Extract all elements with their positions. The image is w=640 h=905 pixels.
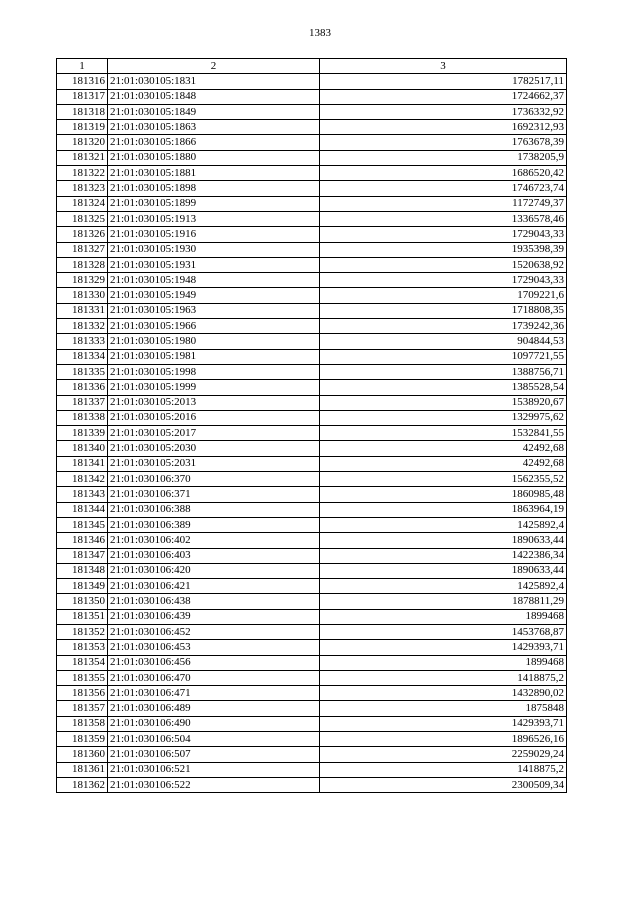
cadastral-number-cell: 21:01:030105:1980 — [108, 334, 320, 349]
table-row — [57, 640, 567, 655]
data-table — [56, 58, 567, 793]
cadastral-number-cell: 21:01:030105:1999 — [108, 380, 320, 395]
row-number-cell: 181331 — [57, 303, 108, 318]
row-number-cell: 181362 — [57, 777, 108, 792]
value-cell: 1336578,46 — [320, 211, 567, 226]
cadastral-number-cell: 21:01:030105:2031 — [108, 456, 320, 471]
row-number-cell: 181324 — [57, 196, 108, 211]
value-cell: 1890633,44 — [320, 533, 567, 548]
value-cell: 1422386,34 — [320, 548, 567, 563]
value-cell: 1329975,62 — [320, 410, 567, 425]
value-cell: 1736332,92 — [320, 104, 567, 119]
row-number-cell: 181341 — [57, 456, 108, 471]
value-cell: 1692312,93 — [320, 120, 567, 135]
value-cell: 1429393,71 — [320, 640, 567, 655]
cadastral-number-cell: 21:01:030106:521 — [108, 762, 320, 777]
cadastral-number-cell: 21:01:030105:1963 — [108, 303, 320, 318]
row-number-cell: 181322 — [57, 166, 108, 181]
table-row — [57, 364, 567, 379]
table-row — [57, 533, 567, 548]
row-number-cell: 181327 — [57, 242, 108, 257]
table-row — [57, 74, 567, 89]
table-body — [57, 74, 567, 793]
cadastral-number-cell: 21:01:030106:438 — [108, 594, 320, 609]
cadastral-number-cell: 21:01:030106:370 — [108, 472, 320, 487]
cadastral-number-cell: 21:01:030105:1863 — [108, 120, 320, 135]
table-row — [57, 732, 567, 747]
row-number-cell: 181358 — [57, 716, 108, 731]
value-cell: 1538920,67 — [320, 395, 567, 410]
table-row — [57, 89, 567, 104]
row-number-cell: 181352 — [57, 624, 108, 639]
cadastral-number-cell: 21:01:030106:389 — [108, 517, 320, 532]
table-row — [57, 670, 567, 685]
table-row — [57, 441, 567, 456]
cadastral-number-cell: 21:01:030106:456 — [108, 655, 320, 670]
table-row — [57, 579, 567, 594]
table-row — [57, 227, 567, 242]
table-row — [57, 655, 567, 670]
cadastral-number-cell: 21:01:030105:1916 — [108, 227, 320, 242]
table-row — [57, 334, 567, 349]
column-header-3: 3 — [320, 59, 567, 74]
row-number-cell: 181343 — [57, 487, 108, 502]
row-number-cell: 181347 — [57, 548, 108, 563]
cadastral-number-cell: 21:01:030105:1831 — [108, 74, 320, 89]
cadastral-number-cell: 21:01:030105:1998 — [108, 364, 320, 379]
table-row — [57, 762, 567, 777]
row-number-cell: 181317 — [57, 89, 108, 104]
value-cell: 1418875,2 — [320, 670, 567, 685]
row-number-cell: 181318 — [57, 104, 108, 119]
cadastral-number-cell: 21:01:030105:2013 — [108, 395, 320, 410]
value-cell: 2300509,34 — [320, 777, 567, 792]
row-number-cell: 181316 — [57, 74, 108, 89]
row-number-cell: 181326 — [57, 227, 108, 242]
cadastral-number-cell: 21:01:030105:1913 — [108, 211, 320, 226]
row-number-cell: 181360 — [57, 747, 108, 762]
table-row — [57, 517, 567, 532]
cadastral-number-cell: 21:01:030106:522 — [108, 777, 320, 792]
cadastral-number-cell: 21:01:030105:1930 — [108, 242, 320, 257]
cadastral-number-cell: 21:01:030106:402 — [108, 533, 320, 548]
cadastral-number-cell: 21:01:030106:489 — [108, 701, 320, 716]
table-row — [57, 135, 567, 150]
cadastral-number-cell: 21:01:030106:421 — [108, 579, 320, 594]
value-cell: 1860985,48 — [320, 487, 567, 502]
row-number-cell: 181333 — [57, 334, 108, 349]
cadastral-number-cell: 21:01:030106:453 — [108, 640, 320, 655]
table-row — [57, 303, 567, 318]
table-row — [57, 257, 567, 272]
value-cell: 1172749,37 — [320, 196, 567, 211]
row-number-cell: 181325 — [57, 211, 108, 226]
value-cell: 1532841,55 — [320, 426, 567, 441]
row-number-cell: 181337 — [57, 395, 108, 410]
value-cell: 1935398,39 — [320, 242, 567, 257]
value-cell: 1878811,29 — [320, 594, 567, 609]
table-row — [57, 777, 567, 792]
row-number-cell: 181350 — [57, 594, 108, 609]
column-header-2: 2 — [108, 59, 320, 74]
value-cell: 904844,53 — [320, 334, 567, 349]
table-row — [57, 319, 567, 334]
row-number-cell: 181345 — [57, 517, 108, 532]
row-number-cell: 181349 — [57, 579, 108, 594]
table-row — [57, 456, 567, 471]
cadastral-number-cell: 21:01:030106:470 — [108, 670, 320, 685]
table-row — [57, 395, 567, 410]
table-row — [57, 716, 567, 731]
cadastral-number-cell: 21:01:030105:1949 — [108, 288, 320, 303]
column-header-1: 1 — [57, 59, 108, 74]
cadastral-number-cell: 21:01:030105:2017 — [108, 426, 320, 441]
value-cell: 1724662,37 — [320, 89, 567, 104]
table-row — [57, 701, 567, 716]
table-row — [57, 349, 567, 364]
cadastral-number-cell: 21:01:030105:1981 — [108, 349, 320, 364]
table-header-row — [57, 59, 567, 74]
table-row — [57, 196, 567, 211]
row-number-cell: 181321 — [57, 150, 108, 165]
table-row — [57, 104, 567, 119]
cadastral-number-cell: 21:01:030106:471 — [108, 686, 320, 701]
table-row — [57, 472, 567, 487]
cadastral-number-cell: 21:01:030106:507 — [108, 747, 320, 762]
row-number-cell: 181361 — [57, 762, 108, 777]
value-cell: 42492,68 — [320, 456, 567, 471]
value-cell: 42492,68 — [320, 441, 567, 456]
row-number-cell: 181329 — [57, 273, 108, 288]
row-number-cell: 181338 — [57, 410, 108, 425]
row-number-cell: 181348 — [57, 563, 108, 578]
row-number-cell: 181355 — [57, 670, 108, 685]
value-cell: 1746723,74 — [320, 181, 567, 196]
value-cell: 1385528,54 — [320, 380, 567, 395]
value-cell: 1388756,71 — [320, 364, 567, 379]
value-cell: 1453768,87 — [320, 624, 567, 639]
value-cell: 1899468 — [320, 609, 567, 624]
cadastral-number-cell: 21:01:030105:1966 — [108, 319, 320, 334]
cadastral-number-cell: 21:01:030106:388 — [108, 502, 320, 517]
table-row — [57, 150, 567, 165]
cadastral-number-cell: 21:01:030105:1848 — [108, 89, 320, 104]
table-row — [57, 594, 567, 609]
value-cell: 1097721,55 — [320, 349, 567, 364]
value-cell: 1418875,2 — [320, 762, 567, 777]
cadastral-number-cell: 21:01:030105:1849 — [108, 104, 320, 119]
value-cell: 1763678,39 — [320, 135, 567, 150]
table-row — [57, 426, 567, 441]
row-number-cell: 181323 — [57, 181, 108, 196]
table-row — [57, 120, 567, 135]
cadastral-number-cell: 21:01:030105:1948 — [108, 273, 320, 288]
cadastral-number-cell: 21:01:030105:1880 — [108, 150, 320, 165]
cadastral-number-cell: 21:01:030105:2016 — [108, 410, 320, 425]
table-row — [57, 563, 567, 578]
value-cell: 1899468 — [320, 655, 567, 670]
row-number-cell: 181356 — [57, 686, 108, 701]
value-cell: 1890633,44 — [320, 563, 567, 578]
table-row — [57, 273, 567, 288]
row-number-cell: 181357 — [57, 701, 108, 716]
value-cell: 1425892,4 — [320, 517, 567, 532]
row-number-cell: 181336 — [57, 380, 108, 395]
value-cell: 1686520,42 — [320, 166, 567, 181]
cadastral-number-cell: 21:01:030106:439 — [108, 609, 320, 624]
row-number-cell: 181354 — [57, 655, 108, 670]
cadastral-number-cell: 21:01:030106:504 — [108, 732, 320, 747]
row-number-cell: 181346 — [57, 533, 108, 548]
value-cell: 1863964,19 — [320, 502, 567, 517]
cadastral-number-cell: 21:01:030105:2030 — [108, 441, 320, 456]
cadastral-number-cell: 21:01:030105:1866 — [108, 135, 320, 150]
table-row — [57, 181, 567, 196]
value-cell: 1896526,16 — [320, 732, 567, 747]
value-cell: 1738205,9 — [320, 150, 567, 165]
value-cell: 1432890,02 — [320, 686, 567, 701]
row-number-cell: 181335 — [57, 364, 108, 379]
table-row — [57, 624, 567, 639]
value-cell: 1782517,11 — [320, 74, 567, 89]
cadastral-number-cell: 21:01:030106:420 — [108, 563, 320, 578]
value-cell: 1429393,71 — [320, 716, 567, 731]
value-cell: 1562355,52 — [320, 472, 567, 487]
table-row — [57, 747, 567, 762]
row-number-cell: 181342 — [57, 472, 108, 487]
value-cell: 2259029,24 — [320, 747, 567, 762]
cadastral-number-cell: 21:01:030105:1931 — [108, 257, 320, 272]
table-row — [57, 548, 567, 563]
row-number-cell: 181319 — [57, 120, 108, 135]
row-number-cell: 181340 — [57, 441, 108, 456]
row-number-cell: 181344 — [57, 502, 108, 517]
value-cell: 1718808,35 — [320, 303, 567, 318]
value-cell: 1729043,33 — [320, 227, 567, 242]
value-cell: 1875848 — [320, 701, 567, 716]
row-number-cell: 181330 — [57, 288, 108, 303]
row-number-cell: 181359 — [57, 732, 108, 747]
row-number-cell: 181339 — [57, 426, 108, 441]
table-row — [57, 211, 567, 226]
value-cell: 1729043,33 — [320, 273, 567, 288]
row-number-cell: 181328 — [57, 257, 108, 272]
row-number-cell: 181353 — [57, 640, 108, 655]
value-cell: 1425892,4 — [320, 579, 567, 594]
cadastral-number-cell: 21:01:030106:371 — [108, 487, 320, 502]
cadastral-number-cell: 21:01:030106:452 — [108, 624, 320, 639]
table-row — [57, 288, 567, 303]
page-number: 1383 — [309, 27, 331, 39]
table-row — [57, 502, 567, 517]
cadastral-number-cell: 21:01:030106:403 — [108, 548, 320, 563]
table-row — [57, 609, 567, 624]
row-number-cell: 181351 — [57, 609, 108, 624]
table-row — [57, 410, 567, 425]
value-cell: 1709221,6 — [320, 288, 567, 303]
table-row — [57, 686, 567, 701]
row-number-cell: 181320 — [57, 135, 108, 150]
cadastral-number-cell: 21:01:030105:1899 — [108, 196, 320, 211]
table-row — [57, 487, 567, 502]
cadastral-number-cell: 21:01:030105:1881 — [108, 166, 320, 181]
table-row — [57, 380, 567, 395]
cadastral-number-cell: 21:01:030105:1898 — [108, 181, 320, 196]
value-cell: 1739242,36 — [320, 319, 567, 334]
cadastral-number-cell: 21:01:030106:490 — [108, 716, 320, 731]
table-row — [57, 166, 567, 181]
row-number-cell: 181332 — [57, 319, 108, 334]
row-number-cell: 181334 — [57, 349, 108, 364]
value-cell: 1520638,92 — [320, 257, 567, 272]
table-row — [57, 242, 567, 257]
